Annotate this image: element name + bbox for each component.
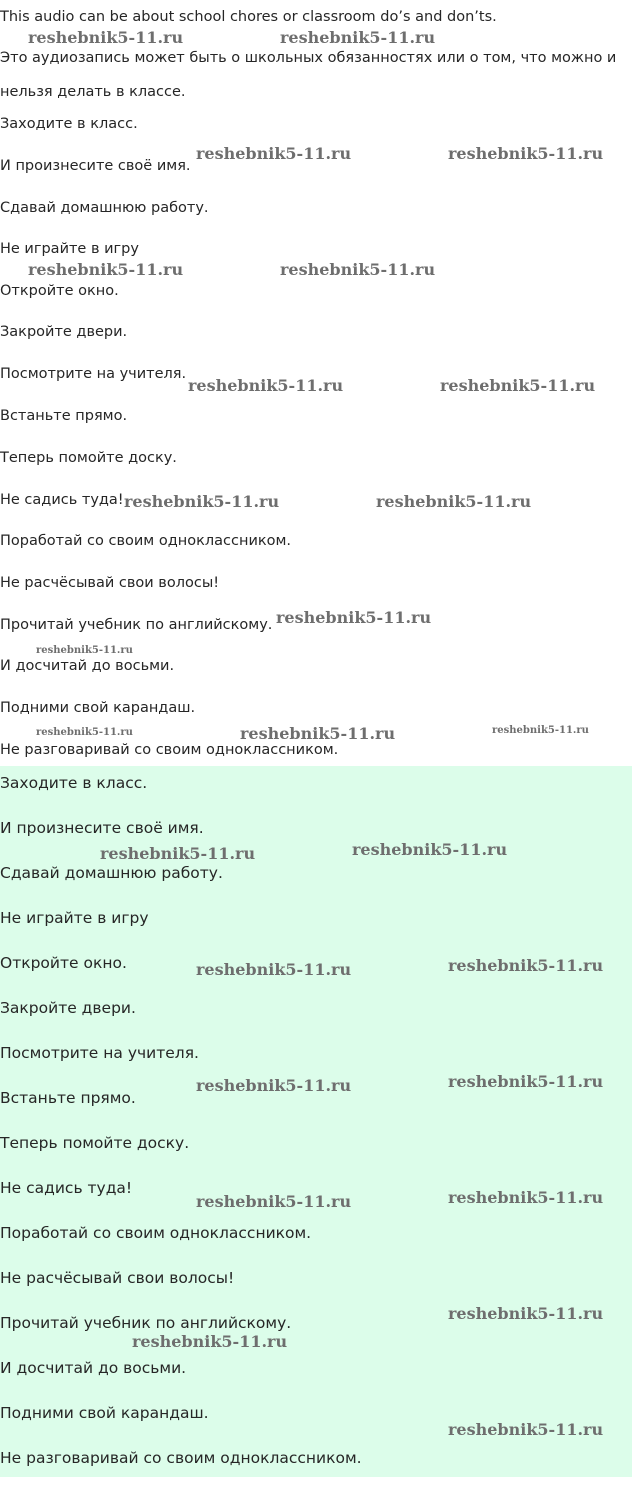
phrase-answer: И досчитай до восьми. [0, 1359, 187, 1377]
phrase-answer: Сдавай домашнюю работу. [0, 864, 223, 882]
watermark: reshebnik5-11.ru [492, 725, 589, 736]
phrase-top: Не разговаривай со своим одноклассником. [0, 742, 339, 758]
watermark: reshebnik5-11.ru [124, 492, 280, 511]
watermark: reshebnik5-11.ru [376, 492, 532, 511]
watermark: reshebnik5-11.ru [188, 376, 344, 395]
phrase-answer: И произнесите своё имя. [0, 819, 204, 837]
phrase-answer: Подними свой карандаш. [0, 1404, 209, 1422]
phrase-top: Подними свой карандаш. [0, 700, 196, 716]
intro-russian-line2: нельзя делать в классе. [0, 84, 186, 100]
watermark: reshebnik5-11.ru [448, 1304, 604, 1323]
watermark: reshebnik5-11.ru [448, 1420, 604, 1439]
watermark: reshebnik5-11.ru [280, 28, 436, 47]
watermark: reshebnik5-11.ru [276, 608, 432, 627]
watermark: reshebnik5-11.ru [448, 1188, 604, 1207]
phrase-answer: Не играйте в игру [0, 909, 149, 927]
watermark: reshebnik5-11.ru [196, 1076, 352, 1095]
watermark: reshebnik5-11.ru [352, 840, 508, 859]
watermark: reshebnik5-11.ru [28, 28, 184, 47]
phrase-answer: Не расчёсывай свои волосы! [0, 1269, 235, 1287]
phrase-answer: Откройте окно. [0, 954, 127, 972]
watermark: reshebnik5-11.ru [36, 727, 133, 738]
watermark: reshebnik5-11.ru [132, 1332, 288, 1351]
intro-english: This audio can be about school chores or classroom do’s and don’ts. [0, 9, 497, 25]
answer-box [0, 766, 632, 1477]
phrase-top: Посмотрите на учителя. [0, 366, 187, 382]
phrase-answer: Посмотрите на учителя. [0, 1044, 199, 1062]
phrase-top: Заходите в класс. [0, 116, 138, 132]
phrase-top: Закройте двери. [0, 324, 128, 340]
phrase-top: Не играйте в игру [0, 241, 139, 257]
phrase-top: Сдавай домашнюю работу. [0, 200, 209, 216]
watermark: reshebnik5-11.ru [440, 376, 596, 395]
phrase-answer: Заходите в класс. [0, 774, 148, 792]
phrase-answer: Не разговаривай со своим одноклассником. [0, 1449, 362, 1467]
phrase-top: Прочитай учебник по английскому. [0, 617, 273, 633]
phrase-answer: Теперь помойте доску. [0, 1134, 190, 1152]
watermark: reshebnik5-11.ru [100, 844, 256, 863]
phrase-top: Теперь помойте доску. [0, 450, 177, 466]
phrase-answer: Не садись туда! [0, 1179, 133, 1197]
phrase-answer: Прочитай учебник по английскому. [0, 1314, 292, 1332]
watermark: reshebnik5-11.ru [448, 144, 604, 163]
phrase-top: И произнесите своё имя. [0, 158, 191, 174]
phrase-top: Поработай со своим одноклассником. [0, 533, 292, 549]
watermark: reshebnik5-11.ru [448, 1072, 604, 1091]
watermark: reshebnik5-11.ru [36, 645, 133, 656]
phrase-top: Встаньте прямо. [0, 408, 128, 424]
watermark: reshebnik5-11.ru [240, 724, 396, 743]
phrase-top: Не расчёсывай свои волосы! [0, 575, 220, 591]
phrase-top: Откройте окно. [0, 283, 119, 299]
phrase-answer: Поработай со своим одноклассником. [0, 1224, 312, 1242]
watermark: reshebnik5-11.ru [196, 960, 352, 979]
watermark: reshebnik5-11.ru [196, 144, 352, 163]
intro-russian-line1: Это аудиозапись может быть о школьных обязанностях или о том, что можно и [0, 50, 617, 66]
watermark: reshebnik5-11.ru [448, 956, 604, 975]
phrase-top: Не садись туда! [0, 492, 124, 508]
phrase-answer: Встаньте прямо. [0, 1089, 136, 1107]
watermark: reshebnik5-11.ru [196, 1192, 352, 1211]
watermark: reshebnik5-11.ru [28, 260, 184, 279]
phrase-answer: Закройте двери. [0, 999, 136, 1017]
watermark: reshebnik5-11.ru [280, 260, 436, 279]
phrase-top: И досчитай до восьми. [0, 658, 175, 674]
